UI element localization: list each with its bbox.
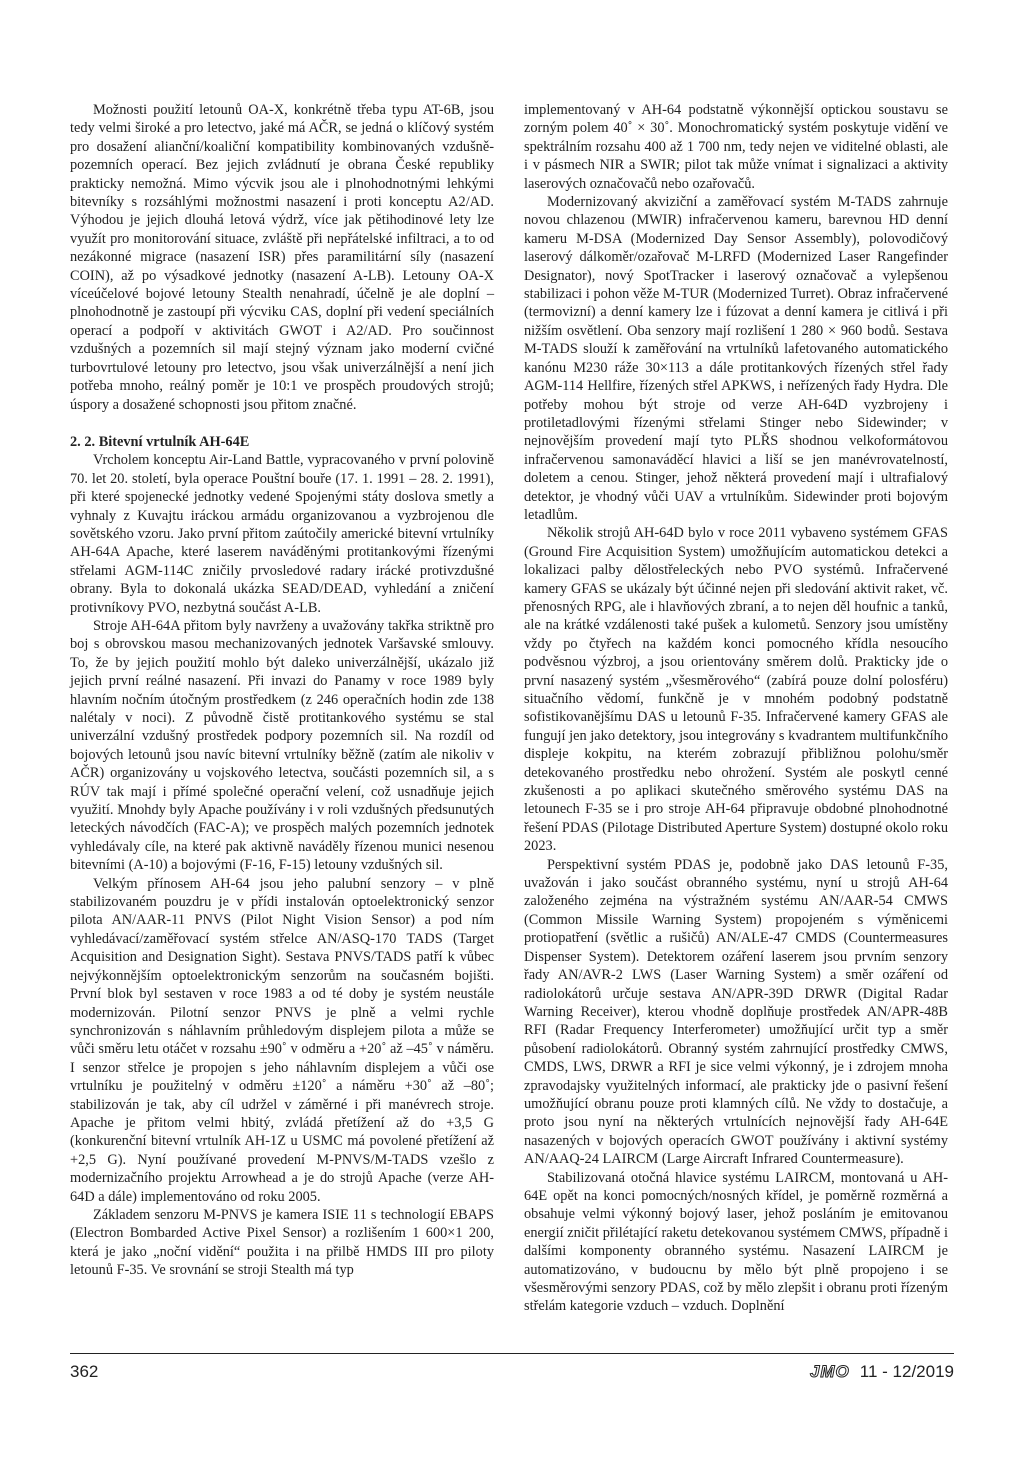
paragraph: Velkým přínosem AH-64 jsou jeho palubní senzory – v plně stabilizovaném pouzdru je v přídi instalován optoelektronický senzor pilota AN/AAR-11 PNVS (Pilot Night Vision Sensor) a pod ním vyhledávací/zaměřovací systém střelce AN/ASQ-170 TADS (Target Acquisition and Designation Sight). Sestava PNVS/TADS patří k vůbec nejvýkonnějším optoelektronickým senzorům na současném bojišti. První blok byl sestaven v roce 1983 a od té doby je systém neustále modernizován. Pilotní senzor PNVS je plně a velmi rychle synchronizován s náhlavním průhledovým displejem pilota a může se vůči směru letu otáčet v rozsahu ±90˚ v odměru a +20˚ až –45˚ v náměru. I senzor střelce je propojen s jeho náhlavním displejem a vůči ose vrtulníku je použitelný v odměru ±120˚ a náměru +30˚ až –80˚; stabilizován je tak, aby cíl udržel v záměrné i při manévrech stroje. Apache je přitom velmi hbitý, zvládá přetížení až do +3,5 G (konkurenční bitevní vrtulník AH-1Z u USMC má povolené přetížení až +2,5 G). Nyní používané provedení M-PNVS/M-TADS vzešlo z modernizačního projektu Arrowhead a je do strojů Apache (verze AH-64D a dále) implementováno od roku 2005. bbox=[70, 875, 494, 1205]
paragraph: implementovaný v AH-64 podstatně výkonnější optickou soustavu se zorným polem 40˚ × 30˚. Monochromatický systém poskytuje vidění ve spektrálním rozsahu 400 až 1 700 nm, tedy nejen ve viditelné oblasti, ale i v pásmech NIR a SWIR; pilot tak může vnímat i signalizaci a aktivity laserových označovačů nebo ozařovačů. bbox=[524, 102, 948, 192]
paragraph: Modernizovaný akviziční a zaměřovací systém M-TADS zahrnuje novou chlazenou (MWIR) infračervenou kameru, barevnou HD denní kameru M-DSA (Modernized Day Sensor Assembly), polovodičový laserový dálkoměr/ozařovač M-LRFD (Modernized Laser Rangefinder Designator), nový SpotTracker i laserový označovač a vylepšenou stabilizaci i pohon věže M-TUR (Modernized Turret). Obraz infračervené (termovizní) a denní kamery lze i fúzovat a denní kamera je citlivá i při nižším osvětlení. Oba senzory mají rozlišení 1 280 × 960 bodů. Sestava M-TADS slouží k zaměřování na vrtulníků lafetovaného automatického kanónu M230 ráže 30×113 a dále protitankových řízených střel řady AGM-114 Hellfire, řízených střel APKWS, i neřízených řady Hydra. Dle potřeby mohou být stroje od verze AH-64D vyzbrojeny i protiletadlovými řízenými střelami Stinger nebo Sidewinder; v nejnovějším provedení mají tyto PLŘS shodnou velkoformátovou infračervenou samonaváděcí hlavici a liší se jen manévrovatelností, doletem a cenou. Stinger, jehož některá provedení mají i ultrafialový detektor, je vhodný vůči UAV a vrtulníkům. Sidewinder proti bojovým letadlům. bbox=[524, 194, 948, 523]
footer-issue bbox=[810, 1362, 954, 1382]
paragraph: Stabilizovaná otočná hlavice systému LAIRCM, montovaná u AH-64E opět na konci pomocných/nosných křídel, je poměrně rozměrná a obsahuje velmi výkonný bojový laser, jehož posláním je emitovanou energií zničit přilétající raketu detekovanou systémem CMWS, případně i dalšími komponenty obranného systému. Nasazení LAIRCM je automatizováno, v budoucnu by mělo být plně propojeno i se všesměrovými senzory PDAS, což by mělo zlepšit i obranu proti řízeným střelám kategorie vzduch – vzduch. Doplnění bbox=[524, 1169, 948, 1315]
journal-logo: JMO bbox=[809, 1362, 850, 1381]
left-column bbox=[70, 101, 494, 1280]
footer-rule bbox=[70, 1353, 954, 1354]
paragraph: Několik strojů AH-64D bylo v roce 2011 vybaveno systémem GFAS (Ground Fire Acquisition System) umožňujícím automatickou detekci a lokalizaci palby dělostřeleckých nebo PVO systémů. Infračervené kamery GFAS se ukázaly být účinné nejen při sledování aktivit raket, vč. přenosných RPG, ale i hlavňových zbraní, a to nejen děl houfnic a tanků, ale na krátké vzdálenosti také pušek a kulometů. Senzory jsou umístěny vždy po čtyřech na každém konci pomocného křídla nesoucího podvěsnou výzbroj, a jsou orientovány směrem dolů. Prakticky jde o první nasazený systém „všesměrového“ (zabírá pouze dolní polosféru) situačního vědomí, funkčně je v mnohém podobný podstatně sofistikovanějšímu DAS u letounů F-35. Infračervené kamery GFAS ale fungují jen jako detektory, jsou integrovány s kvadrantem multifunkčního displeje kokpitu, na kterém zobrazují přibližnou polohu/směr detekovaného prostředku nebo ohrožení. Systém ale poskytl cenné zkušenosti a po aplikaci skutečného směrového systému DAS na letounech F-35 se i pro stroje AH-64 připravuje obdobné plnohodnotné řešení PDAS (Pilotage Distributed Aperture System) dostupné okolo roku 2023. bbox=[524, 525, 948, 855]
paragraph: Možnosti použití letounů OA-X, konkrétně třeba typu AT-6B, jsou tedy velmi široké a pro letectvo, jaké má AČR, se jedná o klíčový systém pro dosažení alianční/koaliční kompatibility kombinovaných vzdušně-pozemních operací. Bez jejich zvládnutí je obrana České republiky prakticky nemožná. Mimo výcvik jsou ale i plnohodnotnými lehkými bitevníky s rozsáhlými možnostmi nasazení i proti konceptu A2/AD. Výhodou je jejich dlouhá letová výdrž, více jak pětihodinové lety lze využít pro monitorování situace, zvláště při nepřátelské infiltraci, a to od nezákonné migrace (nasazení ISR) přes paramilitární síly (nasazení COIN), až po výsadkové jednotky (nasazení A-LB). Letouny OA-X víceúčelové bojové letouny Stealth nenahradí, účelně je ale doplní – plnohodnotně je zastoupí při výcviku CAS, doplní při vedení speciálních operací a podpoří v aktivitách GWOT i A2/AD. Pro součinnost vzdušných a pozemních sil mají stejný význam jako moderní cvičné turbovrtulové letouny pro letectvo, jsou však univerzálnější a není jich potřeba mnoho, reálný poměr je 10:1 ve prospěch proudových strojů; úspory a dosažené schopnosti jsou přitom značné. bbox=[70, 102, 494, 413]
section-heading: 2. 2. Bitevní vrtulník AH-64E bbox=[70, 433, 250, 450]
issue-label: 11 - 12/2019 bbox=[859, 1362, 954, 1381]
paragraph: Vrcholem konceptu Air-Land Battle, vypracovaného v první polovině 70. let 20. století, byla operace Pouštní bouře (17. 1. 1991 – 28. 2. 1991), při které spojenecké jednotky vedené Spojenými státy doslova smetly a vyhnaly z Kuvajtu iráckou armádu organizovanou a vyzbrojenou dle sovětského vzoru. Jako první přitom zaútočily americké bitevní vrtulníky AH-64A Apache, které laserem naváděnými protitankovými řízenými střelami AGM-114C zničily prvosledové radary irácké protivzdušné obrany. Byla to dokonalá ukázka SEAD/DEAD, vyhledání a zničení protivníkovy PVO, nezbytná součást A-LB. bbox=[70, 452, 494, 616]
right-column bbox=[524, 101, 948, 1316]
paragraph: Stroje AH-64A přitom byly navrženy a uvažovány takřka striktně pro boj s obrovskou masou mechanizovaných jednotek Varšavské smlouvy. To, že by jejich použití mohlo být daleko univerzálnější, ukázalo již jejich první reálné nasazení. Při invazi do Panamy v roce 1989 byly hlavním nočním útočným prostředkem (z 246 operačních hodin zde 138 nalétaly v noci). Z původně čistě protitankového systému se stal univerzální vzdušný prostředek podpory pozemních sil. Na rozdíl od bojových letounů jsou navíc bitevní vrtulníky běžně (zatím ale nikoliv v AČR) organizovány u vojskového letectva, součásti pozemních sil, a s RÚV tak mají i přímé společné operační velení, což usnadňuje jejich využití. Mnohdy byly Apache používány i v roli vzdušných předsunutých leteckých návodčích (FAC-A); ve prospěch malých pozemních jednotek vyhledávaly cíle, na které pak aktivně naváděly řízenou munici nesenou bitevními (A-10) a bojovými (F-16, F-15) letouny vzdušných sil. bbox=[70, 617, 494, 874]
page-number: 362 bbox=[70, 1362, 99, 1381]
paragraph: Perspektivní systém PDAS je, podobně jako DAS letounů F-35, uvažován i jako součást obranného systému, nyní u strojů AH-64 založeného zejména na výstražném systému AN/AAR-54 CMWS (Common Missile Warning System) propojeném s výměnicemi protiopatření (světlic a rušičů) AN/ALE-47 CMDS (Countermeasures Dispenser System). Detektorem ozáření laserem jsou prvním senzory řady AN/AVR-2 LWS (Laser Warning System) a směr ozáření od radiolokátorů určuje sestava AN/APR-39D DRWR (Digital Radar Warning Receiver), kterou vhodně doplňuje prostředek AN/APR-48B RFI (Radar Frequency Interferometer) umožňující určit typ a směr působení radiolokátorů. Obranný systém zahrnující prostředky CMWS, CMDS, LWS, DRWR a RFI je sice velmi výkonný, je i zdrojem mnoha zpravodajsky využitelných informací, ale prakticky jde o pasivní řešení umožňující obranu pouze proti klamných cílů. Ne vždy to dostačuje, a proto jsou nyní na některých vrtulnících nejnovější řady AH-64E nasazených v bojových operacích GWOT používány i aktivní systémy AN/AAQ-24 LAIRCM (Large Aircraft Infrared Countermeasure). bbox=[524, 856, 948, 1168]
paragraph: Základem senzoru M-PNVS je kamera ISIE 11 s technologií EBAPS (Electron Bombarded Active Pixel Sensor) a rozlišením 1 600×1 200, která je jako „noční vidění“ použita i na přilbě HMDS III pro piloty letounů F-35. Ve srovnání se stroji Stealth má typ bbox=[70, 1206, 494, 1279]
